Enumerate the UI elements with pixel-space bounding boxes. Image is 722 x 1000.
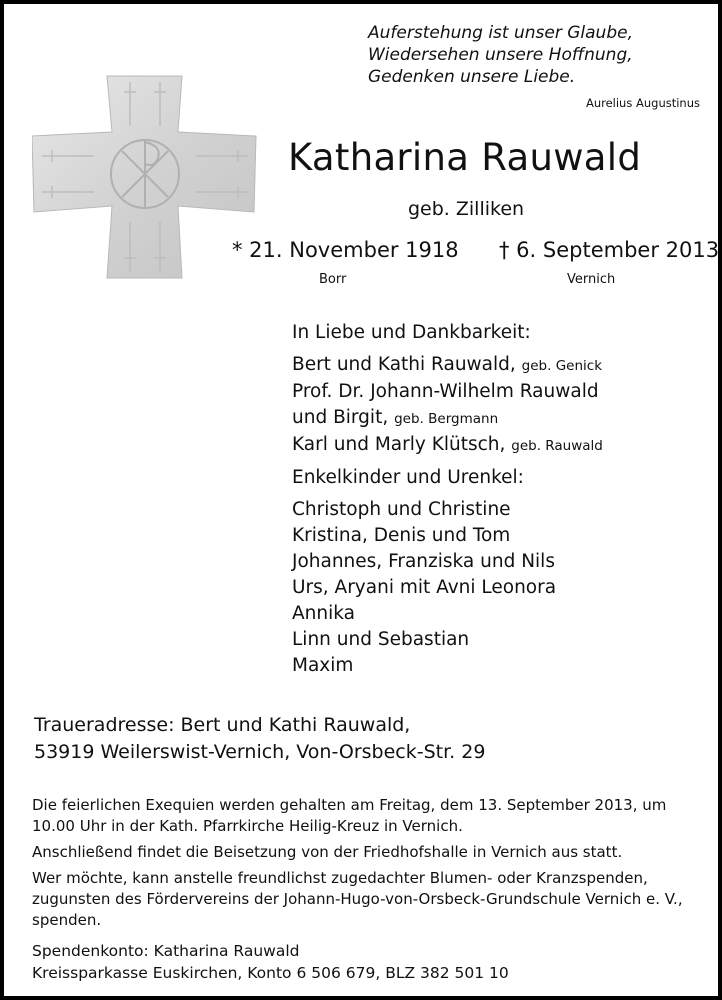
stone-cross-image	[32, 74, 257, 279]
burial-notice: Anschließend findet die Beisetzung von der Friedhofshalle in Vernich aus statt.	[32, 843, 623, 861]
bank-line-1: Spendenkonto: Katharina Rauwald	[32, 942, 300, 960]
mourners-intro: In Liebe und Dankbarkeit:	[292, 322, 531, 343]
family-entry	[292, 405, 603, 432]
maiden-name: geb. Zilliken	[408, 198, 525, 220]
family-name: Bert und Kathi Rauwald,	[292, 354, 516, 375]
grandchild-entry: Johannes, Franziska und Nils	[292, 551, 555, 572]
grandchild-entry: Christoph und Christine	[292, 499, 511, 520]
quote-line-1: Auferstehung ist unser Glaube,	[368, 23, 633, 43]
cross-shape	[32, 76, 256, 278]
family-name: und Birgit,	[292, 407, 389, 428]
exequies-notice: Die feierlichen Exequien werden gehalten am Freitag, dem 13. September 2013, um 10.00 Uhr in der Kath. Pfarrkirche Heilig-Kreuz in Vernich.	[32, 796, 667, 835]
family-entry	[292, 432, 603, 459]
family-name: Karl und Marly Klütsch,	[292, 434, 506, 455]
grandchild-entry: Urs, Aryani mit Avni Leonora	[292, 577, 557, 598]
donation-notice: Wer möchte, kann anstelle freundlichst zugedachter Blumen- oder Kranzspenden, zugunsten des Fördervereins der Johann-Hugo-von-Orsbeck-Grundschule Vernich e. V., spenden.	[32, 869, 683, 929]
grandchild-entry: Annika	[292, 603, 355, 624]
grandchild-entry: Maxim	[292, 655, 354, 676]
family-suffix: geb. Rauwald	[511, 438, 603, 454]
quote-author: Aurelius Augustinus	[585, 96, 700, 110]
family-name: Prof. Dr. Johann-Wilhelm Rauwald	[292, 381, 599, 402]
grandchild-entry: Linn und Sebastian	[292, 629, 470, 650]
death-place: Vernich	[567, 272, 616, 287]
quote	[368, 22, 633, 88]
quote-line-3: Gedenken unsere Liebe.	[368, 67, 576, 87]
grandchildren-heading: Enkelkinder und Urenkel:	[292, 467, 524, 488]
bank-line-2: Kreissparkasse Euskirchen, Konto 6 506 679, BLZ 382 501 10	[32, 964, 509, 982]
mourners-list	[292, 320, 603, 679]
family-entry	[292, 352, 603, 379]
address-line-2: 53919 Weilerswist-Vernich, Von-Orsbeck-Str. 29	[34, 741, 486, 763]
donation-account	[32, 940, 509, 984]
deceased-name: Katharina Rauwald	[288, 136, 642, 179]
birth-date: * 21. November 1918	[232, 238, 459, 262]
death-date: † 6. September 2013	[499, 238, 720, 262]
quote-line-2: Wiedersehen unsere Hoffnung,	[368, 45, 633, 65]
family-entry	[292, 379, 603, 405]
funeral-notices	[32, 795, 692, 936]
address-line-1: Traueradresse: Bert und Kathi Rauwald,	[34, 714, 411, 736]
mourning-address	[34, 712, 485, 766]
family-suffix: geb. Bergmann	[394, 411, 499, 427]
birth-place: Borr	[319, 272, 347, 287]
family-suffix: geb. Genick	[521, 358, 603, 374]
grandchild-entry: Kristina, Denis und Tom	[292, 525, 511, 546]
